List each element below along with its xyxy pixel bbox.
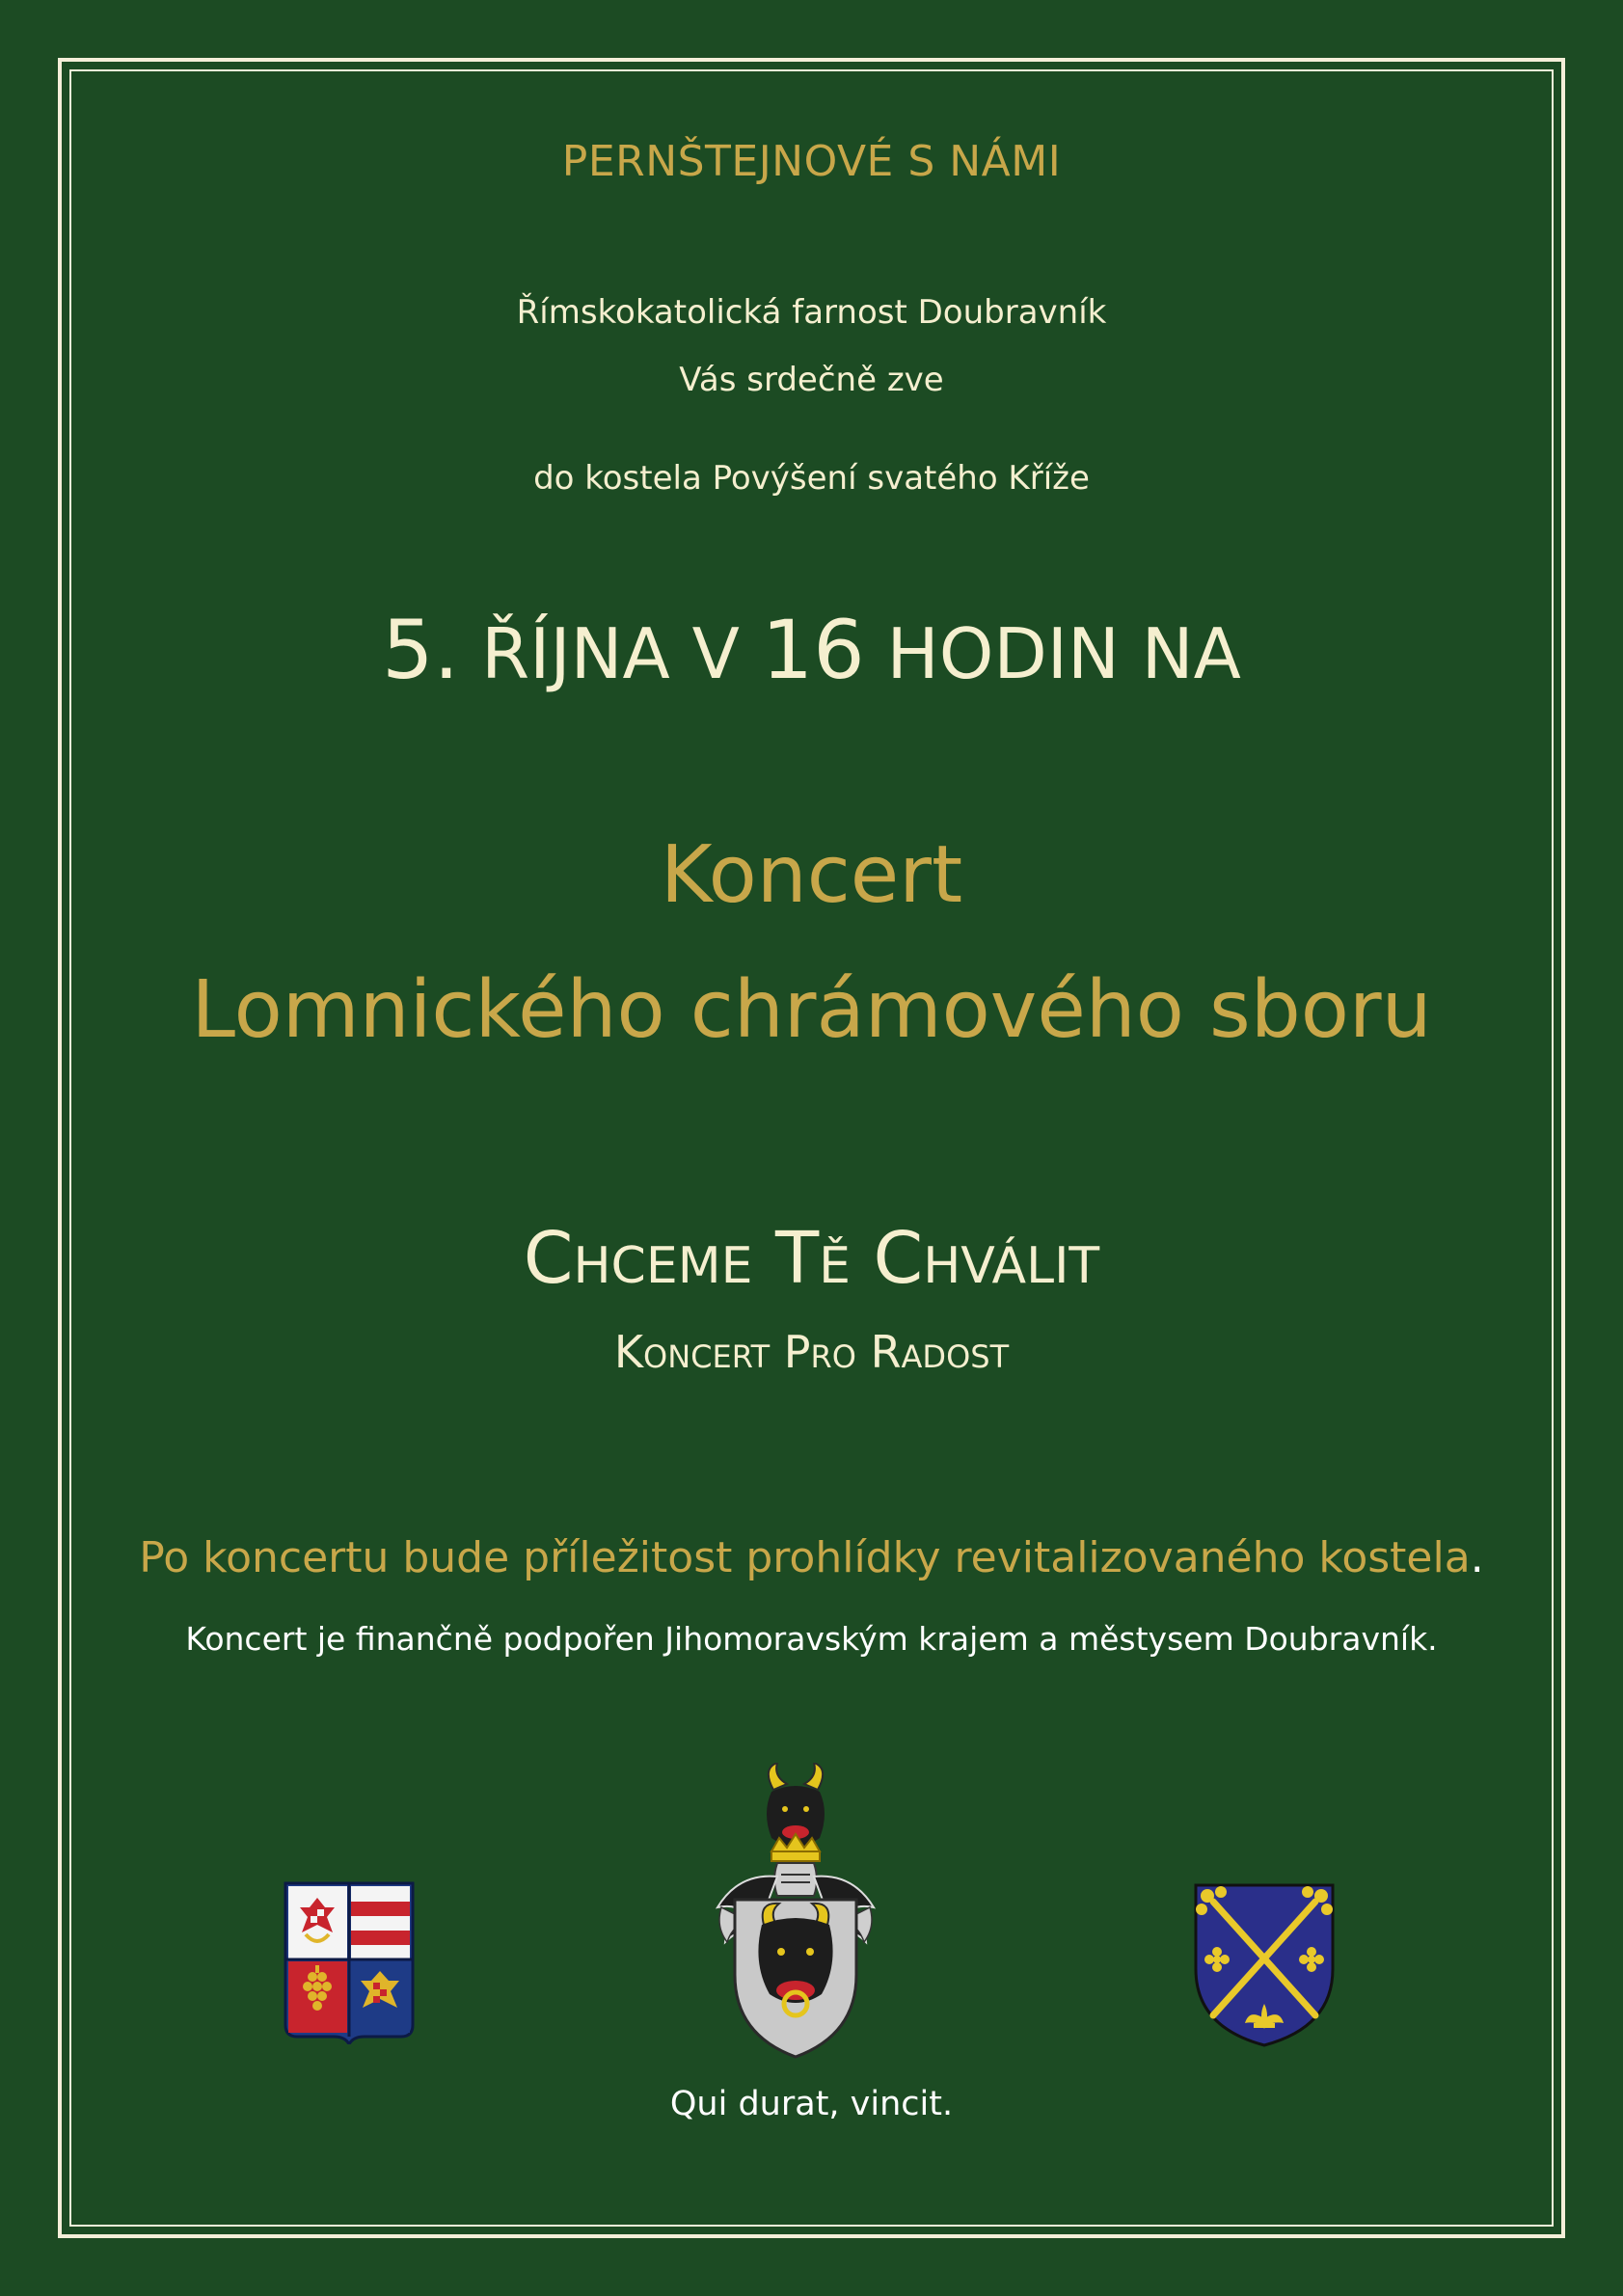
concert-subtitle: Koncert Pro Radost [613, 1326, 1010, 1378]
support-note: Koncert je finančně podpořen Jihomoravským krajem a městysem Doubravník. [185, 1620, 1438, 1658]
event-date [0, 603, 1623, 697]
invitation-text: Vás srdečně zve [679, 361, 944, 399]
tour-note-text: Po koncertu bude příležitost prohlídky revitalizovaného kostela [139, 1533, 1471, 1582]
pernstejn-coat-of-arms-icon [704, 1763, 887, 2062]
date-hour-suffix: HODIN NA [886, 613, 1241, 694]
concert-heading: Koncert [660, 829, 963, 921]
doubravnik-coat-of-arms-icon [1192, 1882, 1337, 2048]
family-motto: Qui durat, vincit. [669, 2085, 954, 2123]
south-moravian-region-coat-of-arms-icon [282, 1880, 417, 2044]
header-title: PERNŠTEJNOVÉ S NÁMI [561, 137, 1062, 186]
date-hour: 16 [761, 603, 865, 697]
date-month: ŘÍJNA V [481, 613, 740, 694]
concert-title: Chceme Tě Chválit [523, 1217, 1100, 1300]
tour-note [0, 1533, 1623, 1582]
parish-name: Římskokatolická farnost Doubravník [516, 293, 1107, 332]
church-name: do kostela Povýšení svatého Kříže [533, 459, 1090, 498]
tour-note-period: . [1470, 1533, 1484, 1582]
date-day: 5. [382, 603, 460, 697]
choir-name: Lomnického chrámového sboru [191, 964, 1432, 1056]
